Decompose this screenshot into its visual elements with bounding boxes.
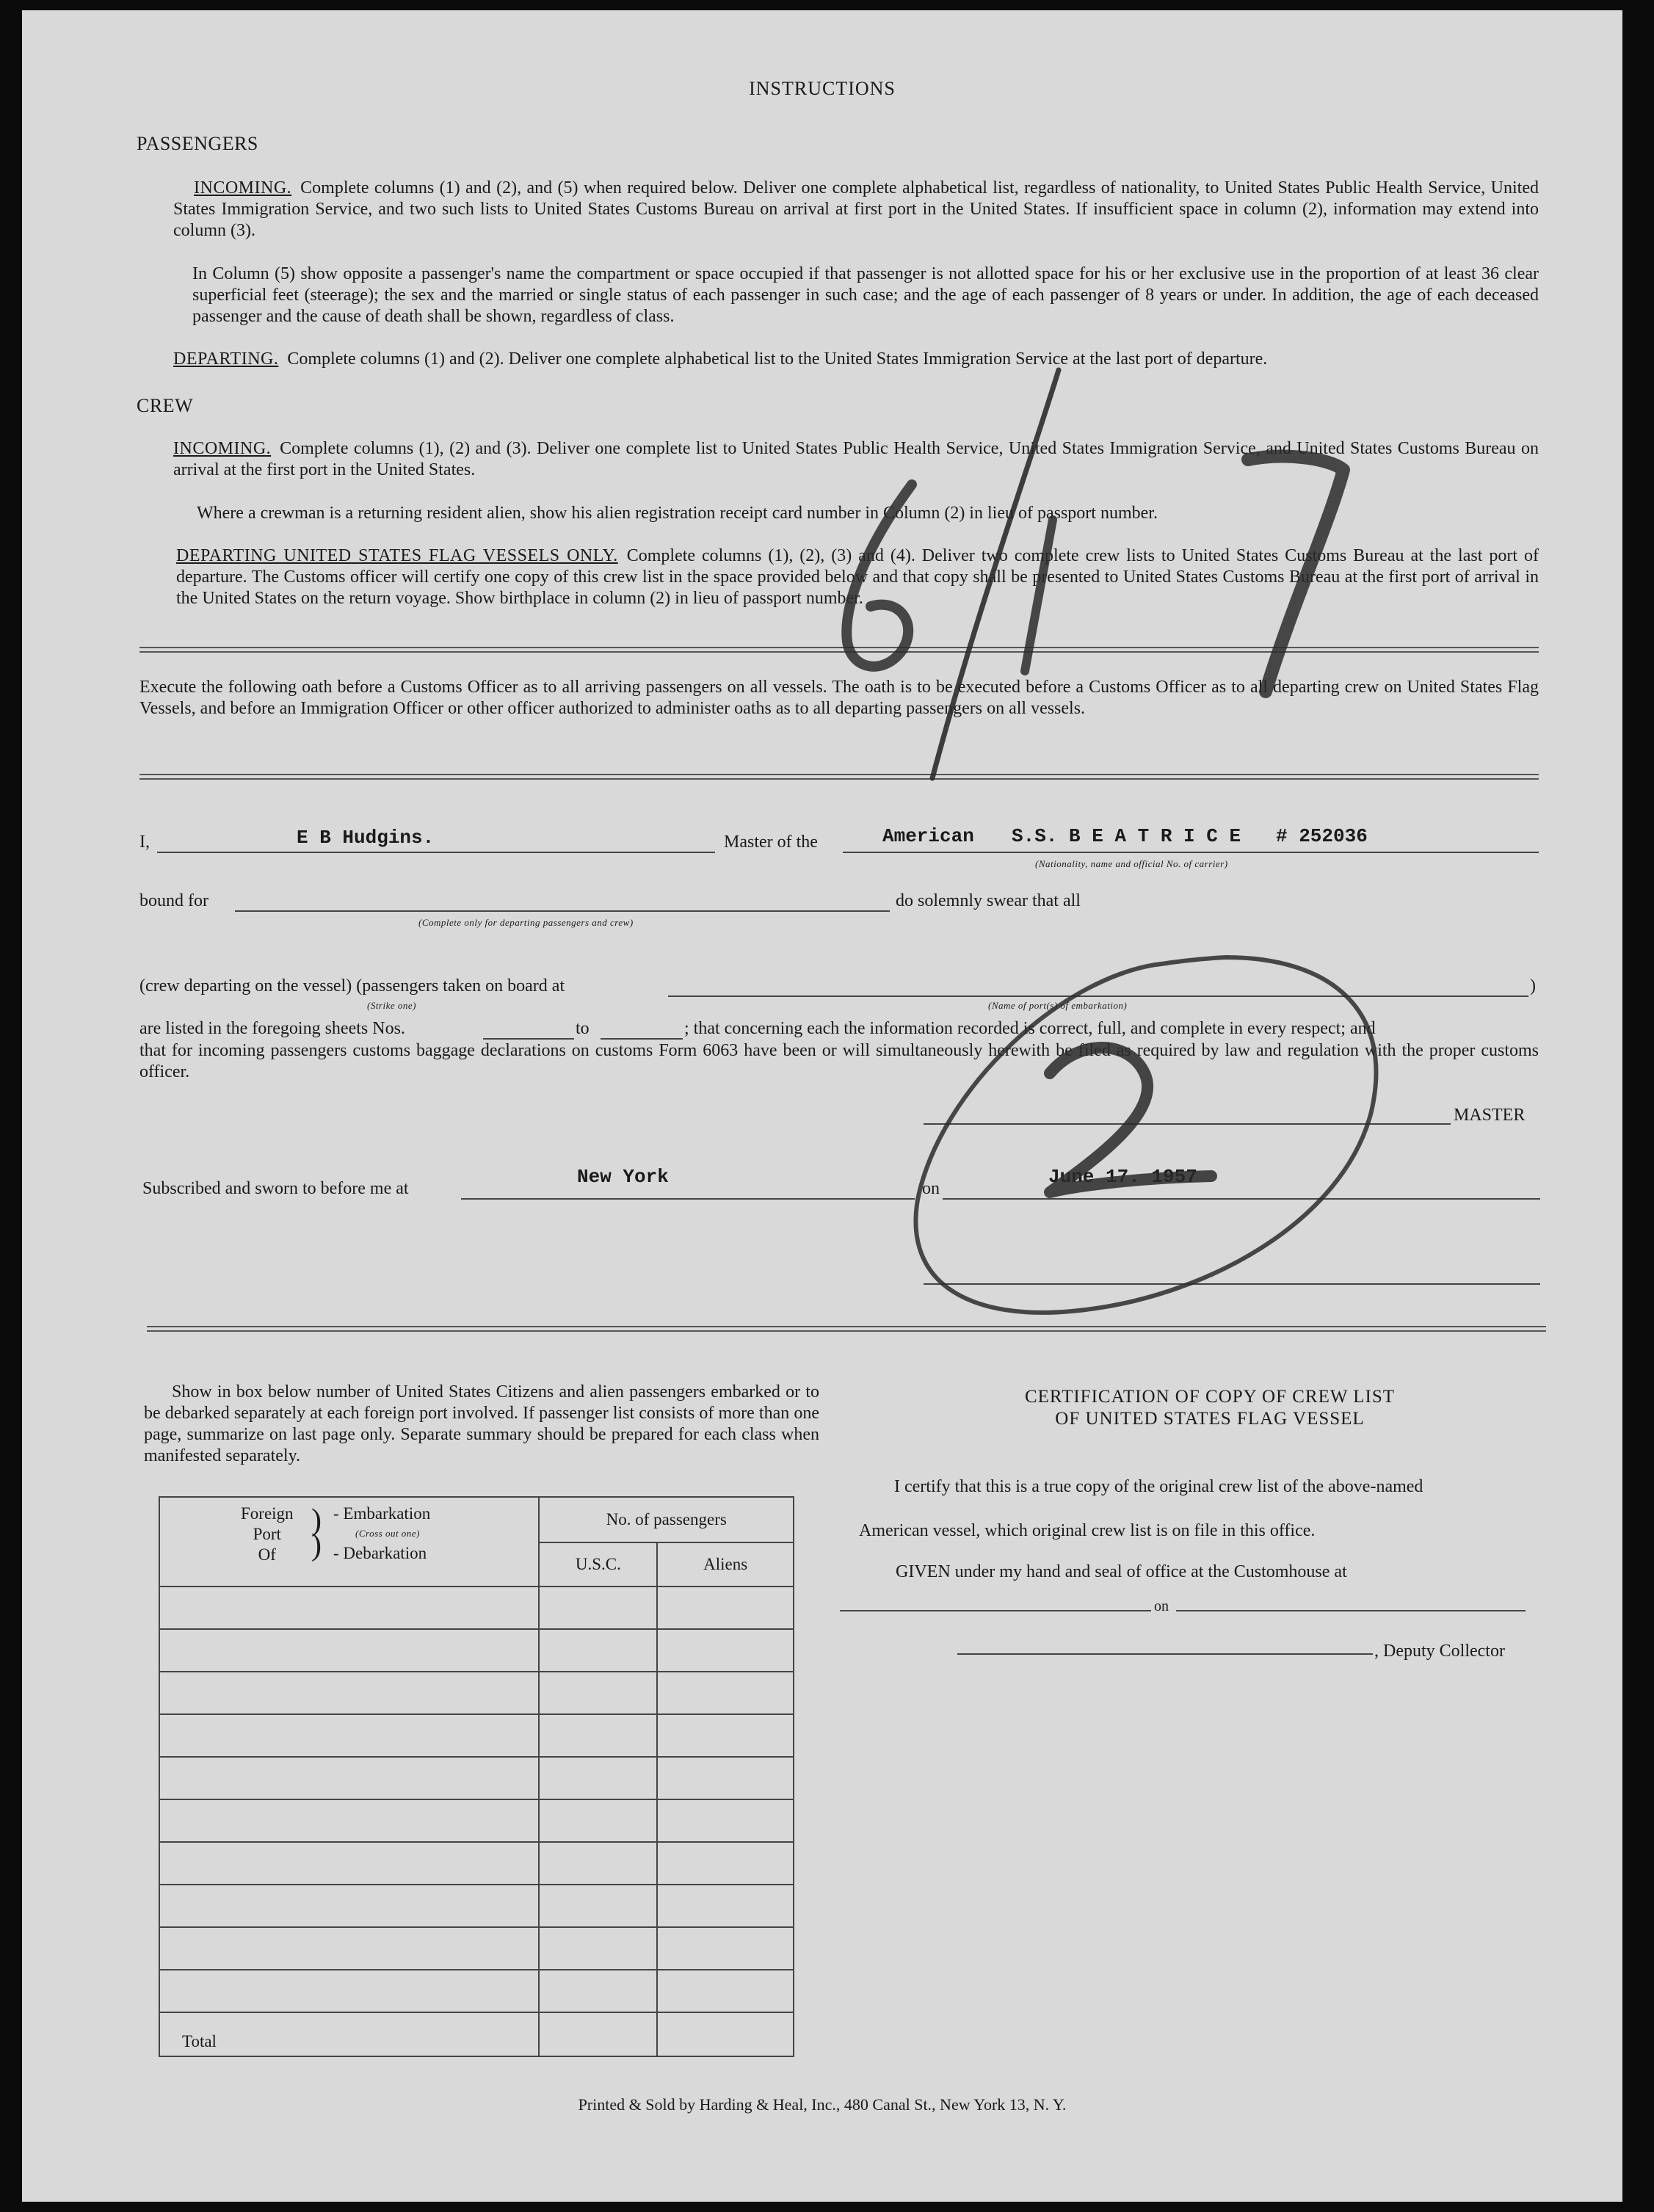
passengers-departing-lead: DEPARTING. <box>173 349 279 369</box>
crew-departing-paragraph <box>176 545 1539 609</box>
aliens-header: Aliens <box>657 1542 794 1587</box>
subscribed-label: Subscribed and sworn to before me at <box>142 1179 409 1198</box>
certification-on-label: on <box>1154 1598 1169 1614</box>
port-embarkation-line <box>668 996 1528 997</box>
table-row <box>159 1587 794 1629</box>
passengers-heading: PASSENGERS <box>137 133 258 154</box>
total-row <box>159 2012 794 2056</box>
to-label: to <box>576 1019 590 1038</box>
carrier-line <box>843 852 1539 853</box>
certification-text-2: American vessel, which original crew list is on file in this office. <box>859 1521 1316 1540</box>
crew-departing-label: (crew departing on the vessel) (passengers taken on board at <box>139 976 565 996</box>
listed-text-3: that for incoming passengers customs baggage declarations on customs Form 6063 have been or will simultaneously herewith be filed as required by law and regulation with the proper customs officer. <box>139 1041 1539 1081</box>
divider-double <box>139 647 1539 653</box>
officer-signature-line <box>924 1283 1540 1285</box>
passengers-departing-text: Complete columns (1) and (2). Deliver one complete alphabetical list to the United States Immigration Service at the last port of departure. <box>287 349 1268 369</box>
crew-incoming-text: Complete columns (1), (2) and (3). Deliver one complete list to United States Public Health Service, United States Immigration Service, and United States Customs Bureau on arrival at the first port in the United States. <box>173 439 1539 479</box>
strike-caption: (Strike one) <box>367 1000 417 1011</box>
nationality-caption: (Nationality, name and official No. of carrier) <box>1035 858 1228 869</box>
listed-text-1: are listed in the foregoing sheets Nos. <box>139 1019 405 1038</box>
crew-incoming-paragraph <box>173 438 1539 481</box>
crew-departing-lead: DEPARTING UNITED STATES FLAG VESSELS ONLY. <box>176 546 618 565</box>
page-title: INSTRUCTIONS <box>749 78 896 99</box>
summary-instructions: Show in box below number of United States Citizens and alien passengers embarked or to be debarked separately at each foreign port involved. If passenger list consists of more than one page, summarize on last page only. Separate summary should be prepared for each class when manifested separately. <box>144 1382 819 1465</box>
master-name-value: E B Hudgins. <box>297 827 435 849</box>
table-row <box>159 1714 794 1757</box>
crew-heading: CREW <box>137 395 194 416</box>
table-row <box>159 1970 794 2012</box>
certification-date-line <box>1176 1610 1526 1611</box>
brace-glyph: ) <box>311 1504 322 1537</box>
crew-crewman-paragraph: Where a crewman is a returning resident alien, show his alien registration receipt card number in Column (2) in lieu of passport number. <box>197 504 1158 523</box>
master-label: MASTER <box>1454 1106 1526 1125</box>
nationality-value: American <box>882 825 974 847</box>
oath-i-label: I, <box>139 833 150 852</box>
swear-label: do solemnly swear that all <box>896 891 1081 910</box>
listed-text-2: ; that concerning each the information recorded is correct, full, and complete in every respect; and <box>684 1019 1376 1038</box>
of-label: Of <box>258 1545 276 1564</box>
passengers-incoming-paragraph <box>173 178 1539 242</box>
total-label: Total <box>159 2012 539 2056</box>
sworn-date-value: June 17. 1957 <box>1048 1166 1197 1188</box>
certification-title <box>924 1386 1496 1430</box>
close-paren: ) <box>1530 976 1536 996</box>
table-row <box>159 1927 794 1970</box>
vessel-name-value: S.S. B E A T R I C E <box>1012 825 1241 847</box>
crew-incoming-lead: INCOMING. <box>173 439 272 458</box>
cross-out-caption: (Cross out one) <box>355 1528 420 1539</box>
table-row <box>159 1799 794 1842</box>
port-caption: (Name of port(s) of embarkation) <box>988 1000 1128 1011</box>
certification-text-3: GIVEN under my hand and seal of office at the Customhouse at <box>896 1562 1347 1581</box>
divider-double <box>139 774 1539 780</box>
sworn-date-line <box>943 1198 1540 1200</box>
certification-title-line1: CERTIFICATION OF COPY OF CREW LIST <box>1024 1387 1396 1407</box>
printer-footer: Printed & Sold by Harding & Heal, Inc., 480 Canal St., New York 13, N. Y. <box>578 2095 1067 2114</box>
table-row <box>159 1885 794 1927</box>
certification-text-1: I certify that this is a true copy of the original crew list of the above-named <box>894 1477 1423 1496</box>
customhouse-line <box>840 1610 1151 1611</box>
embarkation-label: - Embarkation <box>333 1504 431 1523</box>
sworn-place-line <box>461 1198 915 1200</box>
port-label: Port <box>253 1525 281 1543</box>
deputy-signature-line <box>957 1653 1373 1655</box>
bound-for-label: bound for <box>139 891 208 910</box>
sheet-from-line <box>483 1038 574 1040</box>
bound-for-line <box>235 910 890 912</box>
no-passengers-header: No. of passengers <box>539 1497 794 1542</box>
master-signature-line <box>924 1123 1451 1125</box>
crew-departing-text: Complete columns (1), (2), (3) and (4). Deliver two complete crew lists to United States Customs Bureau at the last port of departure. The Customs officer will certify one copy of this crew list in the space provided below and that copy shall be presented to United States Customs Bureau at the first port of arrival in the United States on the return voyage. Show birthplace in column (2) in lieu of passport number. <box>176 546 1539 608</box>
form-sheet <box>22 10 1622 2202</box>
table-row <box>159 1757 794 1799</box>
master-name-line <box>157 852 715 853</box>
foreign-port-header <box>159 1497 539 1587</box>
sworn-place-value: New York <box>577 1166 669 1188</box>
passengers-incoming-lead: INCOMING. <box>194 178 292 197</box>
certification-title-line2: OF UNITED STATES FLAG VESSEL <box>1055 1409 1365 1429</box>
passengers-column5-paragraph: In Column (5) show opposite a passenger's name the compartment or space occupied if that passenger is not allotted space for his or her exclusive use in the proportion of at least 36 clear superficial feet (steerage); the sex and the married or single status of each passenger in such case; and the age of each passenger of 8 years or under. In addition, the age of each deceased passenger and the cause of death shall be shown, regardless of class. <box>192 264 1539 326</box>
passengers-departing-paragraph <box>173 349 1539 370</box>
master-of-label: Master of the <box>724 833 818 852</box>
debarkation-label: - Debarkation <box>333 1544 427 1562</box>
official-number-value: # 252036 <box>1276 825 1368 847</box>
brace-glyph: ) <box>311 1529 322 1562</box>
passengers-incoming-text: Complete columns (1) and (2), and (5) when required below. Deliver one complete alphabetical list, regardless of nationality, to United States Public Health Service, United States Immigration Service, and two such lists to United States Customs Bureau on arrival at first port in the United States. If insufficient space in column (2), information may extend into column (3). <box>173 178 1539 240</box>
divider-double <box>147 1326 1546 1332</box>
table-row <box>159 1672 794 1714</box>
foreign-label: Foreign <box>241 1504 294 1523</box>
deputy-collector-label: , Deputy Collector <box>1374 1642 1505 1661</box>
sworn-on-label: on <box>922 1179 940 1198</box>
passenger-summary-table <box>159 1496 794 2057</box>
table-row <box>159 1842 794 1885</box>
sheet-to-line <box>601 1038 683 1040</box>
usc-header: U.S.C. <box>539 1542 657 1587</box>
oath-intro: Execute the following oath before a Customs Officer as to all arriving passengers on all vessels. The oath is to be executed before a Customs Officer as to all departing crew on United States Flag Vessels, and before an Immigration Officer or other officer authorized to administer oaths as to all departing passengers on all vessels. <box>139 678 1539 718</box>
bound-for-caption: (Complete only for departing passengers and crew) <box>418 917 634 928</box>
table-row <box>159 1629 794 1672</box>
